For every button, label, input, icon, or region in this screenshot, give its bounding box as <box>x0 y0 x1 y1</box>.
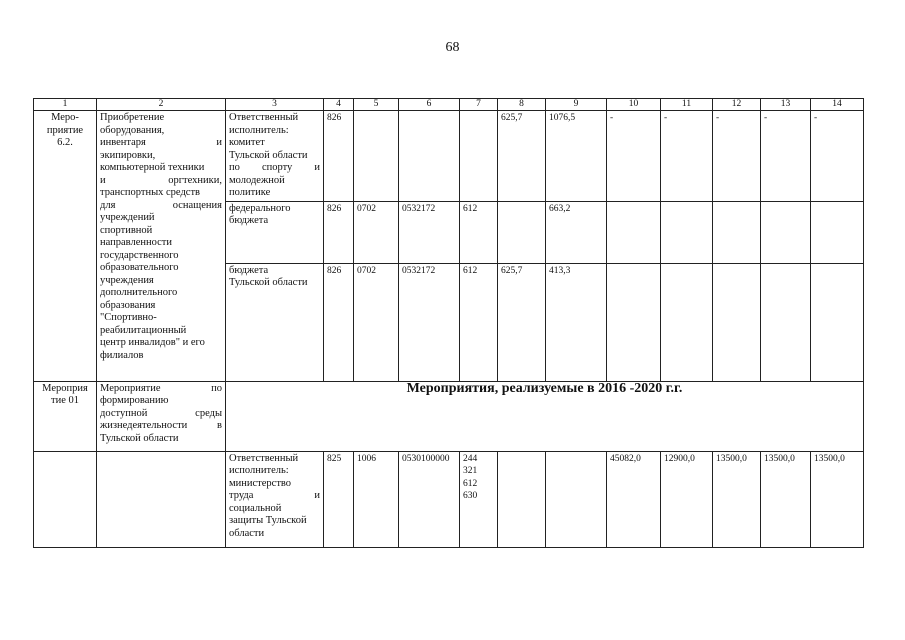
vr-code: 321 <box>463 466 478 476</box>
cell-8: 625,7 <box>498 263 546 381</box>
desc-line: образовательного <box>100 262 179 273</box>
desc-line: и оргтехники, <box>100 174 222 186</box>
activity-label-cell <box>34 381 97 451</box>
cell-14 <box>811 263 864 381</box>
vr-code: 244 <box>463 453 478 464</box>
desc-line: жизнедеятельности в <box>100 420 222 431</box>
cell-12: - <box>713 111 761 202</box>
desc-line: формированию <box>100 395 169 406</box>
cell-11 <box>661 263 713 381</box>
cell-4: 826 <box>324 111 354 202</box>
desc-line: дополнительного <box>100 287 178 298</box>
desc-line: образования <box>100 299 156 311</box>
cell-8 <box>498 451 546 547</box>
cell-10: 45082,0 <box>607 451 661 547</box>
cell-11 <box>661 201 713 263</box>
cell-7: 612 <box>460 263 498 381</box>
desc-line: спортивной <box>100 224 153 236</box>
cell-6: 0532172 <box>399 263 460 381</box>
funding-source-cell <box>226 263 324 381</box>
cell-14: - <box>811 111 864 202</box>
desc-line: Мероприятие по <box>100 382 222 394</box>
cell-8 <box>498 201 546 263</box>
header-cell: 1 <box>34 99 97 111</box>
desc-line: оборудования, <box>100 124 165 136</box>
activity-description-cell <box>97 111 226 382</box>
desc-line: транспортных средств <box>100 187 201 198</box>
source-line: Ответственный <box>229 112 299 123</box>
source-line: исполнитель: <box>229 465 289 476</box>
header-cell: 8 <box>498 99 546 111</box>
cell-10: - <box>607 111 661 202</box>
desc-line: направленности <box>100 237 173 248</box>
cell-11: - <box>661 111 713 202</box>
desc-line: для оснащения <box>100 199 222 211</box>
activity-label-line: 6.2. <box>57 137 73 148</box>
table-row <box>34 451 864 547</box>
cell-12 <box>713 263 761 381</box>
cell-5 <box>354 111 399 202</box>
cell-10 <box>607 263 661 381</box>
cell-11: 12900,0 <box>661 451 713 547</box>
cell-10 <box>607 201 661 263</box>
source-line: Ответственный <box>229 452 299 464</box>
cell-13: 13500,0 <box>761 451 811 547</box>
desc-line: Тульской области <box>100 432 179 444</box>
desc-line: компьютерной техники <box>100 162 205 173</box>
desc-line: инвентаря и <box>100 137 222 148</box>
activity-label-line: Мероприя <box>42 382 88 394</box>
source-line: политике <box>229 187 271 198</box>
source-line: Тульской области <box>229 277 308 288</box>
cell-12: 13500,0 <box>713 451 761 547</box>
table-row <box>34 381 864 451</box>
header-cell: 14 <box>811 99 864 111</box>
desc-line: филиалов <box>100 349 144 361</box>
empty-label-cell <box>34 451 97 547</box>
cell-9: 413,3 <box>546 263 607 381</box>
program-table <box>33 98 864 548</box>
header-cell: 5 <box>354 99 399 111</box>
table-row <box>34 111 864 202</box>
source-line: бюджета <box>229 264 269 276</box>
header-cell: 12 <box>713 99 761 111</box>
desc-line: центр инвалидов" и его <box>100 337 205 348</box>
section-banner: Мероприятия, реализуемые в 2016 -2020 г.г. <box>226 381 864 451</box>
cell-7: 612 <box>460 201 498 263</box>
source-line: исполнитель: <box>229 124 289 136</box>
desc-line: государственного <box>100 249 179 261</box>
source-line: министерство <box>229 477 292 489</box>
header-cell: 11 <box>661 99 713 111</box>
source-line: социальной <box>229 502 282 514</box>
cell-4: 826 <box>324 201 354 263</box>
source-line: молодежной <box>229 174 285 186</box>
header-cell: 7 <box>460 99 498 111</box>
column-number-row <box>34 99 864 111</box>
source-line: труда и <box>229 490 320 501</box>
cell-12 <box>713 201 761 263</box>
cell-14: 13500,0 <box>811 451 864 547</box>
cell-6 <box>399 111 460 202</box>
desc-line: реабилитационный <box>100 324 187 336</box>
cell-13 <box>761 263 811 381</box>
desc-line: учреждения <box>100 274 154 286</box>
header-cell: 6 <box>399 99 460 111</box>
desc-line: "Спортивно- <box>100 312 157 323</box>
activity-description-cell <box>97 381 226 451</box>
activity-label-line: Меро- <box>51 112 79 123</box>
empty-description-cell <box>97 451 226 547</box>
desc-line: доступной среды <box>100 407 222 419</box>
source-line: по спорту и <box>229 162 320 173</box>
funding-source-cell <box>226 451 324 547</box>
cell-9: 1076,5 <box>546 111 607 202</box>
cell-7 <box>460 451 498 547</box>
cell-6: 0530100000 <box>399 451 460 547</box>
vr-code: 612 <box>463 478 478 489</box>
page-number: 68 <box>445 40 460 55</box>
vr-code: 630 <box>463 491 478 501</box>
activity-label-line: приятие <box>46 124 84 136</box>
funding-source-cell <box>226 111 324 202</box>
cell-9 <box>546 451 607 547</box>
desc-line: учреждений <box>100 212 155 223</box>
desc-line: Приобретение <box>100 112 165 123</box>
source-line: защиты Тульской <box>229 515 307 526</box>
cell-5: 1006 <box>354 451 399 547</box>
header-cell: 9 <box>546 99 607 111</box>
cell-5: 0702 <box>354 201 399 263</box>
cell-9: 663,2 <box>546 201 607 263</box>
desc-line: экипировки, <box>100 149 156 161</box>
source-line: Тульской области <box>229 149 308 161</box>
header-cell: 4 <box>324 99 354 111</box>
cell-13: - <box>761 111 811 202</box>
source-line: федерального <box>229 202 291 214</box>
funding-source-cell <box>226 201 324 263</box>
cell-13 <box>761 201 811 263</box>
cell-4: 826 <box>324 263 354 381</box>
cell-5: 0702 <box>354 263 399 381</box>
activity-label-line: тие 01 <box>51 395 79 406</box>
source-line: бюджета <box>229 215 269 226</box>
header-cell: 2 <box>97 99 226 111</box>
header-cell: 3 <box>226 99 324 111</box>
cell-6: 0532172 <box>399 201 460 263</box>
cell-7 <box>460 111 498 202</box>
header-cell: 10 <box>607 99 661 111</box>
header-cell: 13 <box>761 99 811 111</box>
cell-8: 625,7 <box>498 111 546 202</box>
source-line: комитет <box>229 137 265 148</box>
source-line: области <box>229 527 265 539</box>
cell-14 <box>811 201 864 263</box>
activity-label-cell <box>34 111 97 382</box>
cell-4: 825 <box>324 451 354 547</box>
